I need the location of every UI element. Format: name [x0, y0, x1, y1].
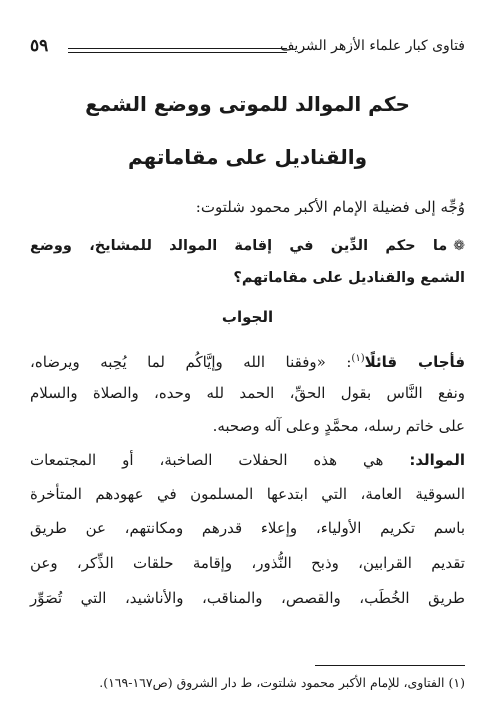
- paragraph-2-line-5: طريق الخُطَب، والقصص، والمناقب، والأناشيد، التي تُصَوِّر: [30, 589, 465, 607]
- intro-line: وُجِّه إلى فضيلة الإمام الأكبر محمود شلتوت:: [195, 198, 465, 216]
- header-double-rule: [68, 48, 287, 53]
- paragraph-2-line-3: باسم تكريم الأولياء، وإعلاء قدرهم ومكانتهم، عن طريق: [30, 519, 465, 537]
- flower-bullet-icon: ❁: [453, 238, 465, 254]
- page-number: ٥٩: [30, 36, 49, 56]
- question-line-2: الشمع والقناديل على مقاماتهم؟: [233, 270, 465, 286]
- paragraph-2-line-2: السوقية العامة، التي ابتدعها المسلمون في عهودهم المتأخرة: [30, 485, 465, 503]
- paragraph-1-line-1-rest: : «وفقنا الله وإيَّاكُم لما يُحِبه ويرضاه،: [30, 353, 352, 371]
- question-line-1: [30, 236, 465, 256]
- running-title: فتاوى كبار علماء الأزهر الشريف: [279, 38, 465, 54]
- paragraph-1-line-1: [30, 349, 465, 372]
- chapter-title-line-2: والقناديل على مقاماتهم: [127, 145, 368, 169]
- answer-heading: الجواب: [221, 308, 274, 326]
- paragraph-1-line-2: ونفع النَّاس بقول الحقِّ، الحمد لله وحده، والصلاة والسلام: [30, 384, 465, 402]
- chapter-title-line-1: حكم الموالد للموتى ووضع الشمع: [85, 92, 410, 116]
- answer-lead: فأجاب قائلًا: [364, 353, 466, 371]
- footnote-marker: (١): [351, 353, 365, 364]
- paragraph-2-line-1-rest: هي هذه الحفلات الصاخبة، أو المجتمعات: [30, 451, 384, 469]
- paragraph-2-line-1: [30, 450, 465, 470]
- paragraph-1-line-3: على خاتم رسله، محمَّدٍ وعلى آله وصحبه.: [212, 417, 465, 435]
- paragraph-2-line-4: تقديم القرابين، وذبح النُّذور، وإقامة حلقات الذِّكر، وعن: [30, 554, 465, 572]
- paragraph-2-keyword: الموالد:: [409, 451, 465, 469]
- footnote-rule: [315, 665, 465, 666]
- question-text-1: ما حكم الدِّين في إقامة الموالد للمشايخ، ووضع: [30, 238, 448, 254]
- footnote: (١) الفتاوى، للإمام الأكبر محمود شلتوت، ط دار الشروق (ص١٦٧-١٦٩).: [99, 675, 465, 690]
- running-header: [30, 38, 465, 64]
